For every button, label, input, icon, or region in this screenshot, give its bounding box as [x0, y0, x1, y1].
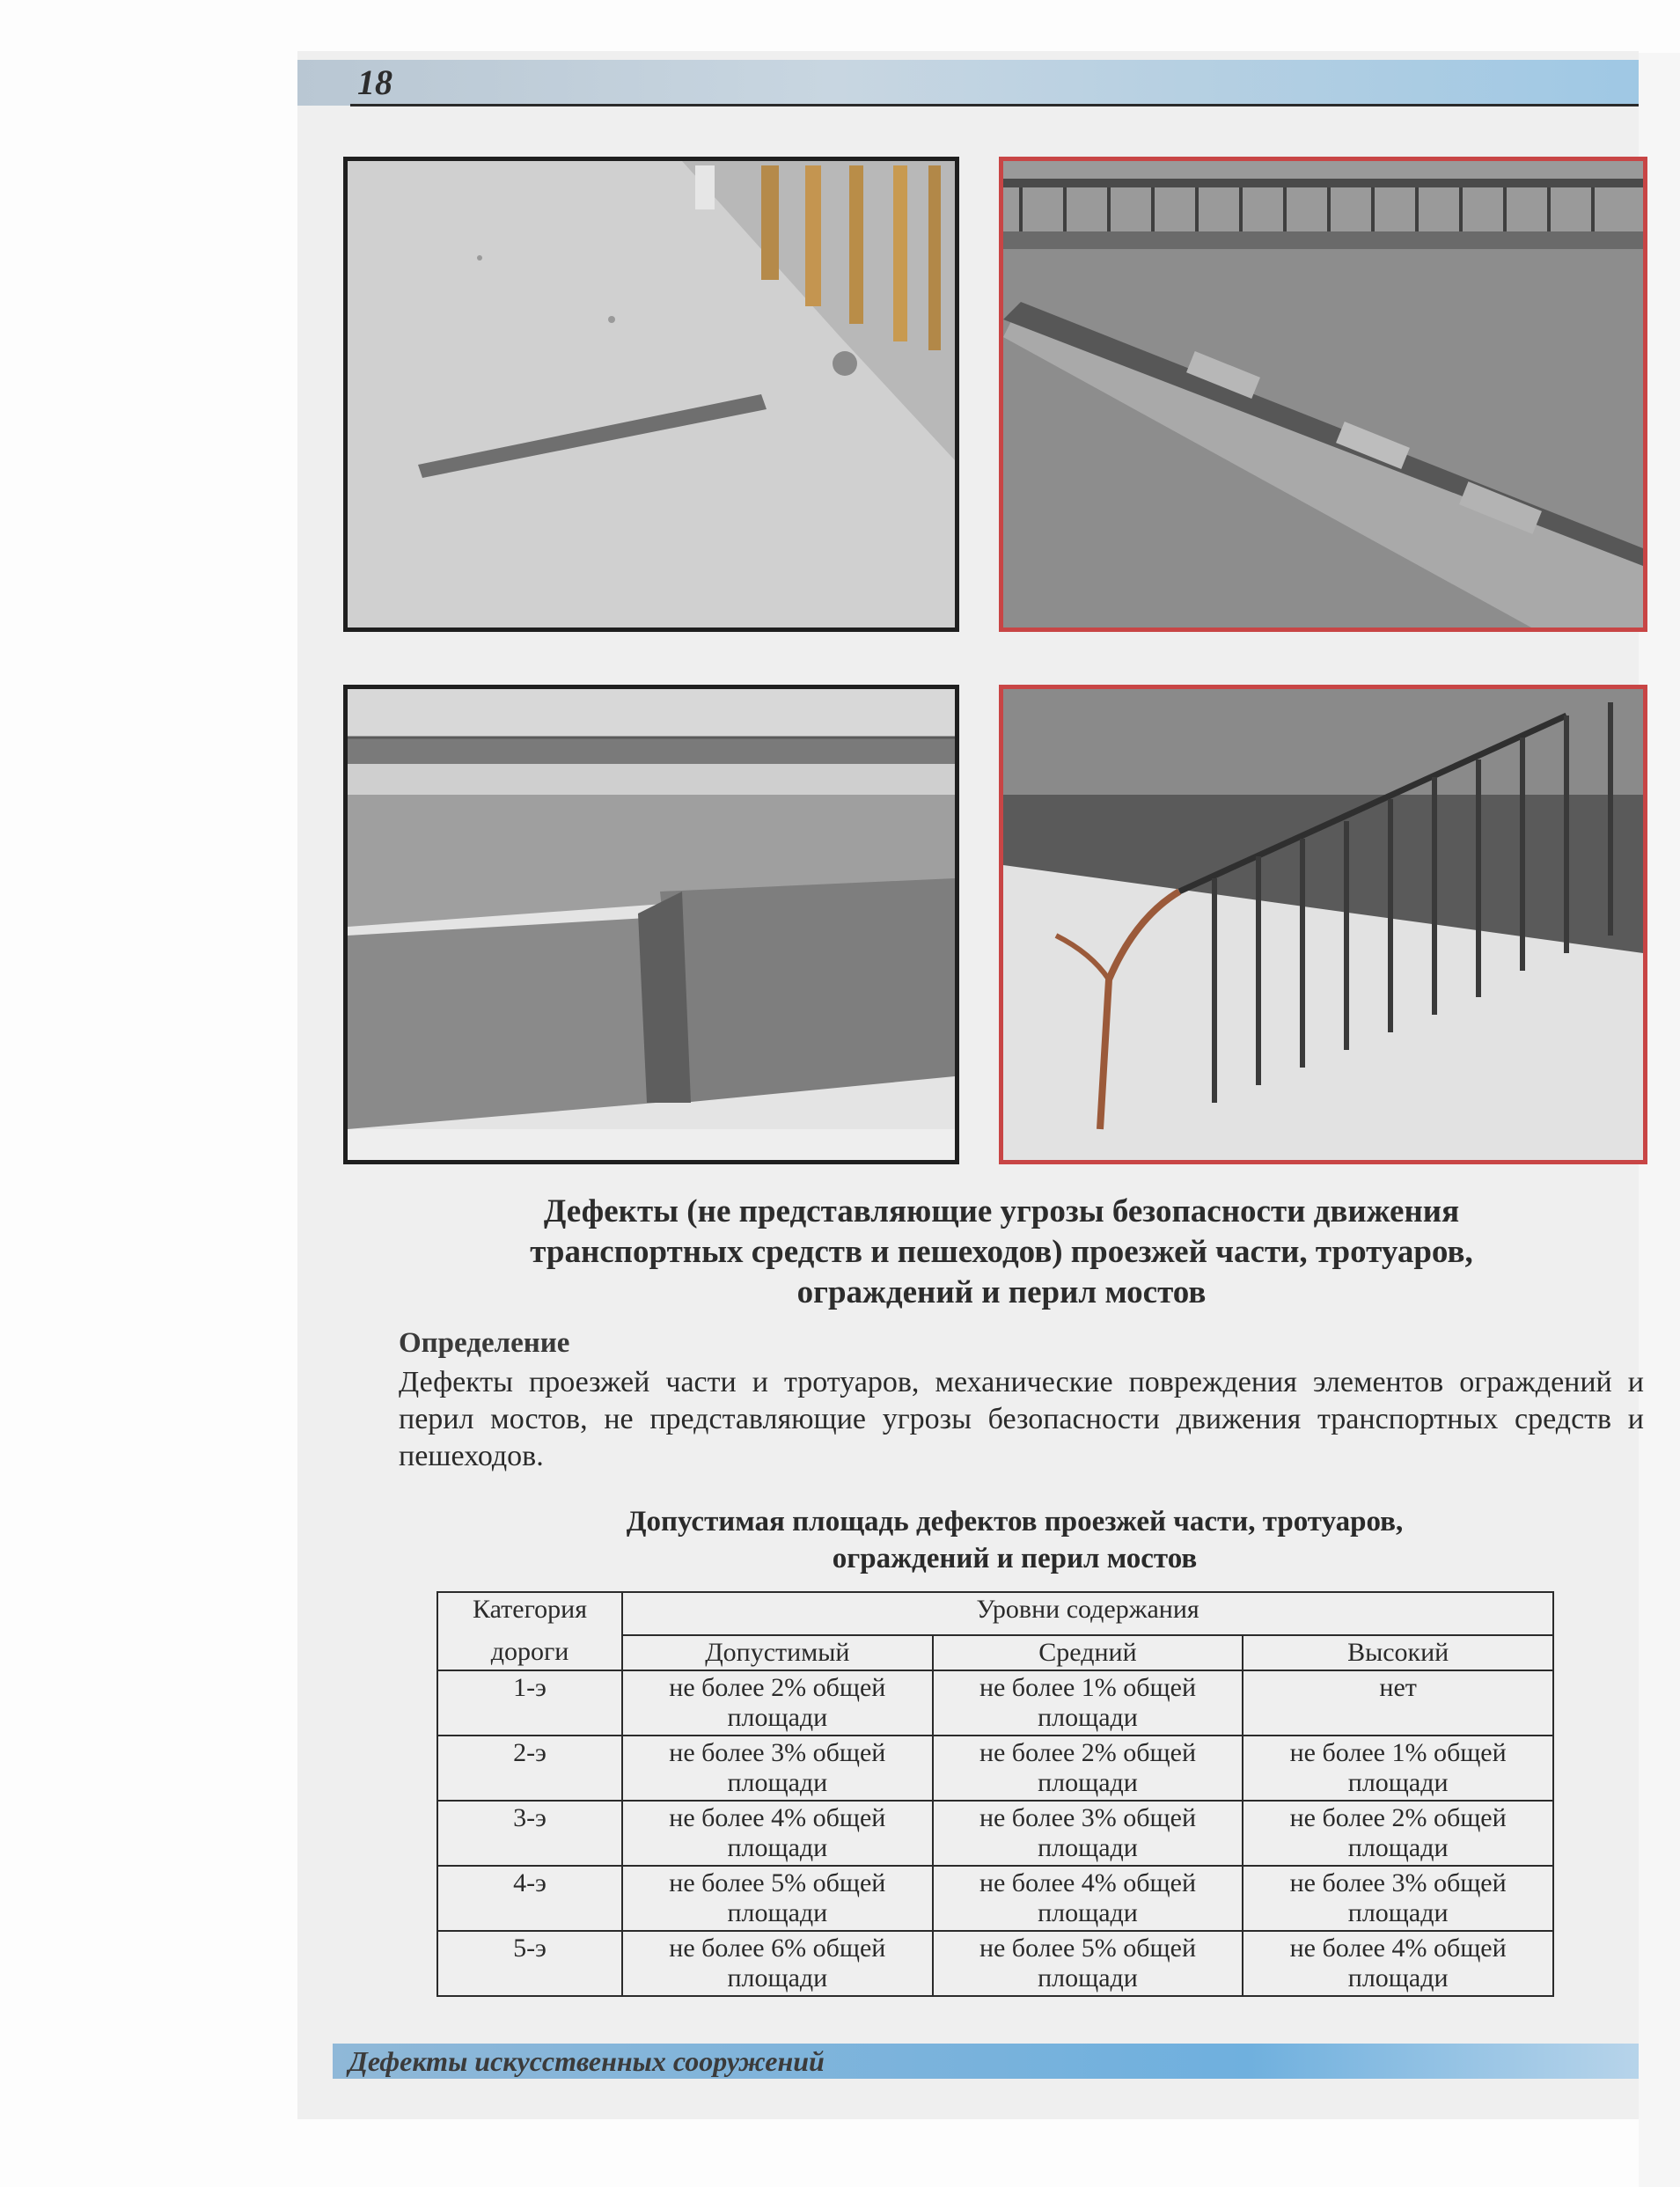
category-cell: 1-э — [437, 1670, 622, 1736]
value-line: не более 2% общей — [669, 1673, 886, 1702]
photo-snowy-sidewalk-railing-icon — [348, 161, 955, 627]
category-header-bottom: дороги — [437, 1635, 622, 1670]
photo-caption — [350, 1192, 1653, 1313]
value-line: не более 5% общей — [669, 1868, 886, 1897]
value-cell — [933, 1931, 1243, 1996]
column-allowed: Допустимый — [622, 1635, 933, 1670]
value-cell — [622, 1670, 933, 1736]
value-line: площади — [727, 1703, 828, 1732]
value-line: площади — [1038, 1768, 1138, 1797]
value-line: не более 2% общей — [1289, 1803, 1507, 1832]
column-medium: Средний — [933, 1635, 1243, 1670]
table-row — [437, 1866, 1553, 1931]
value-line: не более 3% общей — [979, 1803, 1197, 1832]
value-line: не более 1% общей — [979, 1673, 1197, 1702]
value-cell — [1243, 1866, 1553, 1931]
value-cell — [622, 1866, 933, 1931]
value-line: не более 4% общей — [1289, 1934, 1507, 1963]
table-title-line-2: ограждений и перил мостов — [832, 1543, 1198, 1574]
value-cell — [622, 1801, 933, 1866]
value-cell — [1243, 1670, 1553, 1736]
table-title-line-1: Допустимая площадь дефектов проезжей части, тротуаров, — [626, 1506, 1404, 1538]
value-line: не более 3% общей — [669, 1738, 886, 1767]
table-row — [437, 1670, 1553, 1736]
bent-railing-photo — [999, 685, 1647, 1164]
table-subheader-row — [437, 1635, 1553, 1670]
table-title — [429, 1503, 1600, 1577]
value-line: площади — [1038, 1833, 1138, 1862]
value-line: площади — [1347, 1898, 1449, 1927]
category-header-top: Категория — [437, 1592, 622, 1635]
value-line: площади — [1038, 1963, 1138, 1993]
defect-area-table — [437, 1591, 1554, 1997]
value-line: не более 5% общей — [979, 1934, 1197, 1963]
value-line: не более 3% общей — [1289, 1868, 1507, 1897]
definition-heading: Определение — [399, 1327, 570, 1359]
value-line: площади — [727, 1963, 828, 1993]
category-cell: 5-э — [437, 1931, 622, 1996]
photo-broken-parapet-icon — [348, 689, 955, 1160]
value-line: не более 2% общей — [979, 1738, 1197, 1767]
value-cell — [1243, 1931, 1553, 1996]
broken-parapet-photo — [343, 685, 959, 1164]
value-cell — [933, 1670, 1243, 1736]
value-line — [1247, 1703, 1549, 1733]
definition-text: Дефекты проезжей части и тротуаров, механические повреждения элементов ограждений и перил мостов, не представляющие угрозы безопасности движения транспортных средств и пешеходов. — [399, 1366, 1644, 1472]
value-line: площади — [1347, 1768, 1449, 1797]
road-curb-photo — [999, 157, 1647, 632]
value-line: площади — [1347, 1963, 1449, 1993]
value-line: площади — [727, 1898, 828, 1927]
table-header-row — [437, 1592, 1553, 1635]
value-line: не более 6% общей — [669, 1934, 886, 1963]
value-line: нет — [1379, 1673, 1417, 1702]
table-row — [437, 1801, 1553, 1866]
photo-bent-railing-icon — [1003, 689, 1643, 1160]
header-rule — [350, 104, 1639, 106]
value-line: площади — [727, 1768, 828, 1797]
value-cell — [1243, 1801, 1553, 1866]
value-line: площади — [1038, 1898, 1138, 1927]
caption-line-2: транспортных средств и пешеходов) проезжей части, тротуаров, — [530, 1234, 1473, 1270]
value-cell — [933, 1736, 1243, 1801]
value-line: не более 4% общей — [979, 1868, 1197, 1897]
book-page — [297, 51, 1644, 2119]
page-number: 18 — [357, 62, 392, 102]
value-cell — [933, 1866, 1243, 1931]
table-row — [437, 1931, 1553, 1996]
value-cell — [622, 1931, 933, 1996]
caption-line-1: Дефекты (не представляющие угрозы безопасности движения — [543, 1193, 1460, 1229]
value-line: площади — [727, 1833, 828, 1862]
header-bar — [297, 60, 1639, 106]
category-cell: 3-э — [437, 1801, 622, 1866]
caption-line-3: ограждений и перил мостов — [796, 1274, 1207, 1310]
category-cell: 2-э — [437, 1736, 622, 1801]
levels-header: Уровни содержания — [622, 1592, 1553, 1635]
snow-railing-photo — [343, 157, 959, 632]
column-high: Высокий — [1243, 1635, 1553, 1670]
value-cell — [933, 1801, 1243, 1866]
value-line: площади — [1347, 1833, 1449, 1862]
value-line: площади — [1038, 1703, 1138, 1732]
value-line: не более 1% общей — [1289, 1738, 1507, 1767]
category-cell: 4-э — [437, 1866, 622, 1931]
value-cell — [1243, 1736, 1553, 1801]
table-row — [437, 1736, 1553, 1801]
value-cell — [622, 1736, 933, 1801]
photo-damaged-curb-icon — [1003, 161, 1643, 627]
value-line: не более 4% общей — [669, 1803, 886, 1832]
footer-section-title: Дефекты искусственных сооружений — [348, 2045, 825, 2077]
